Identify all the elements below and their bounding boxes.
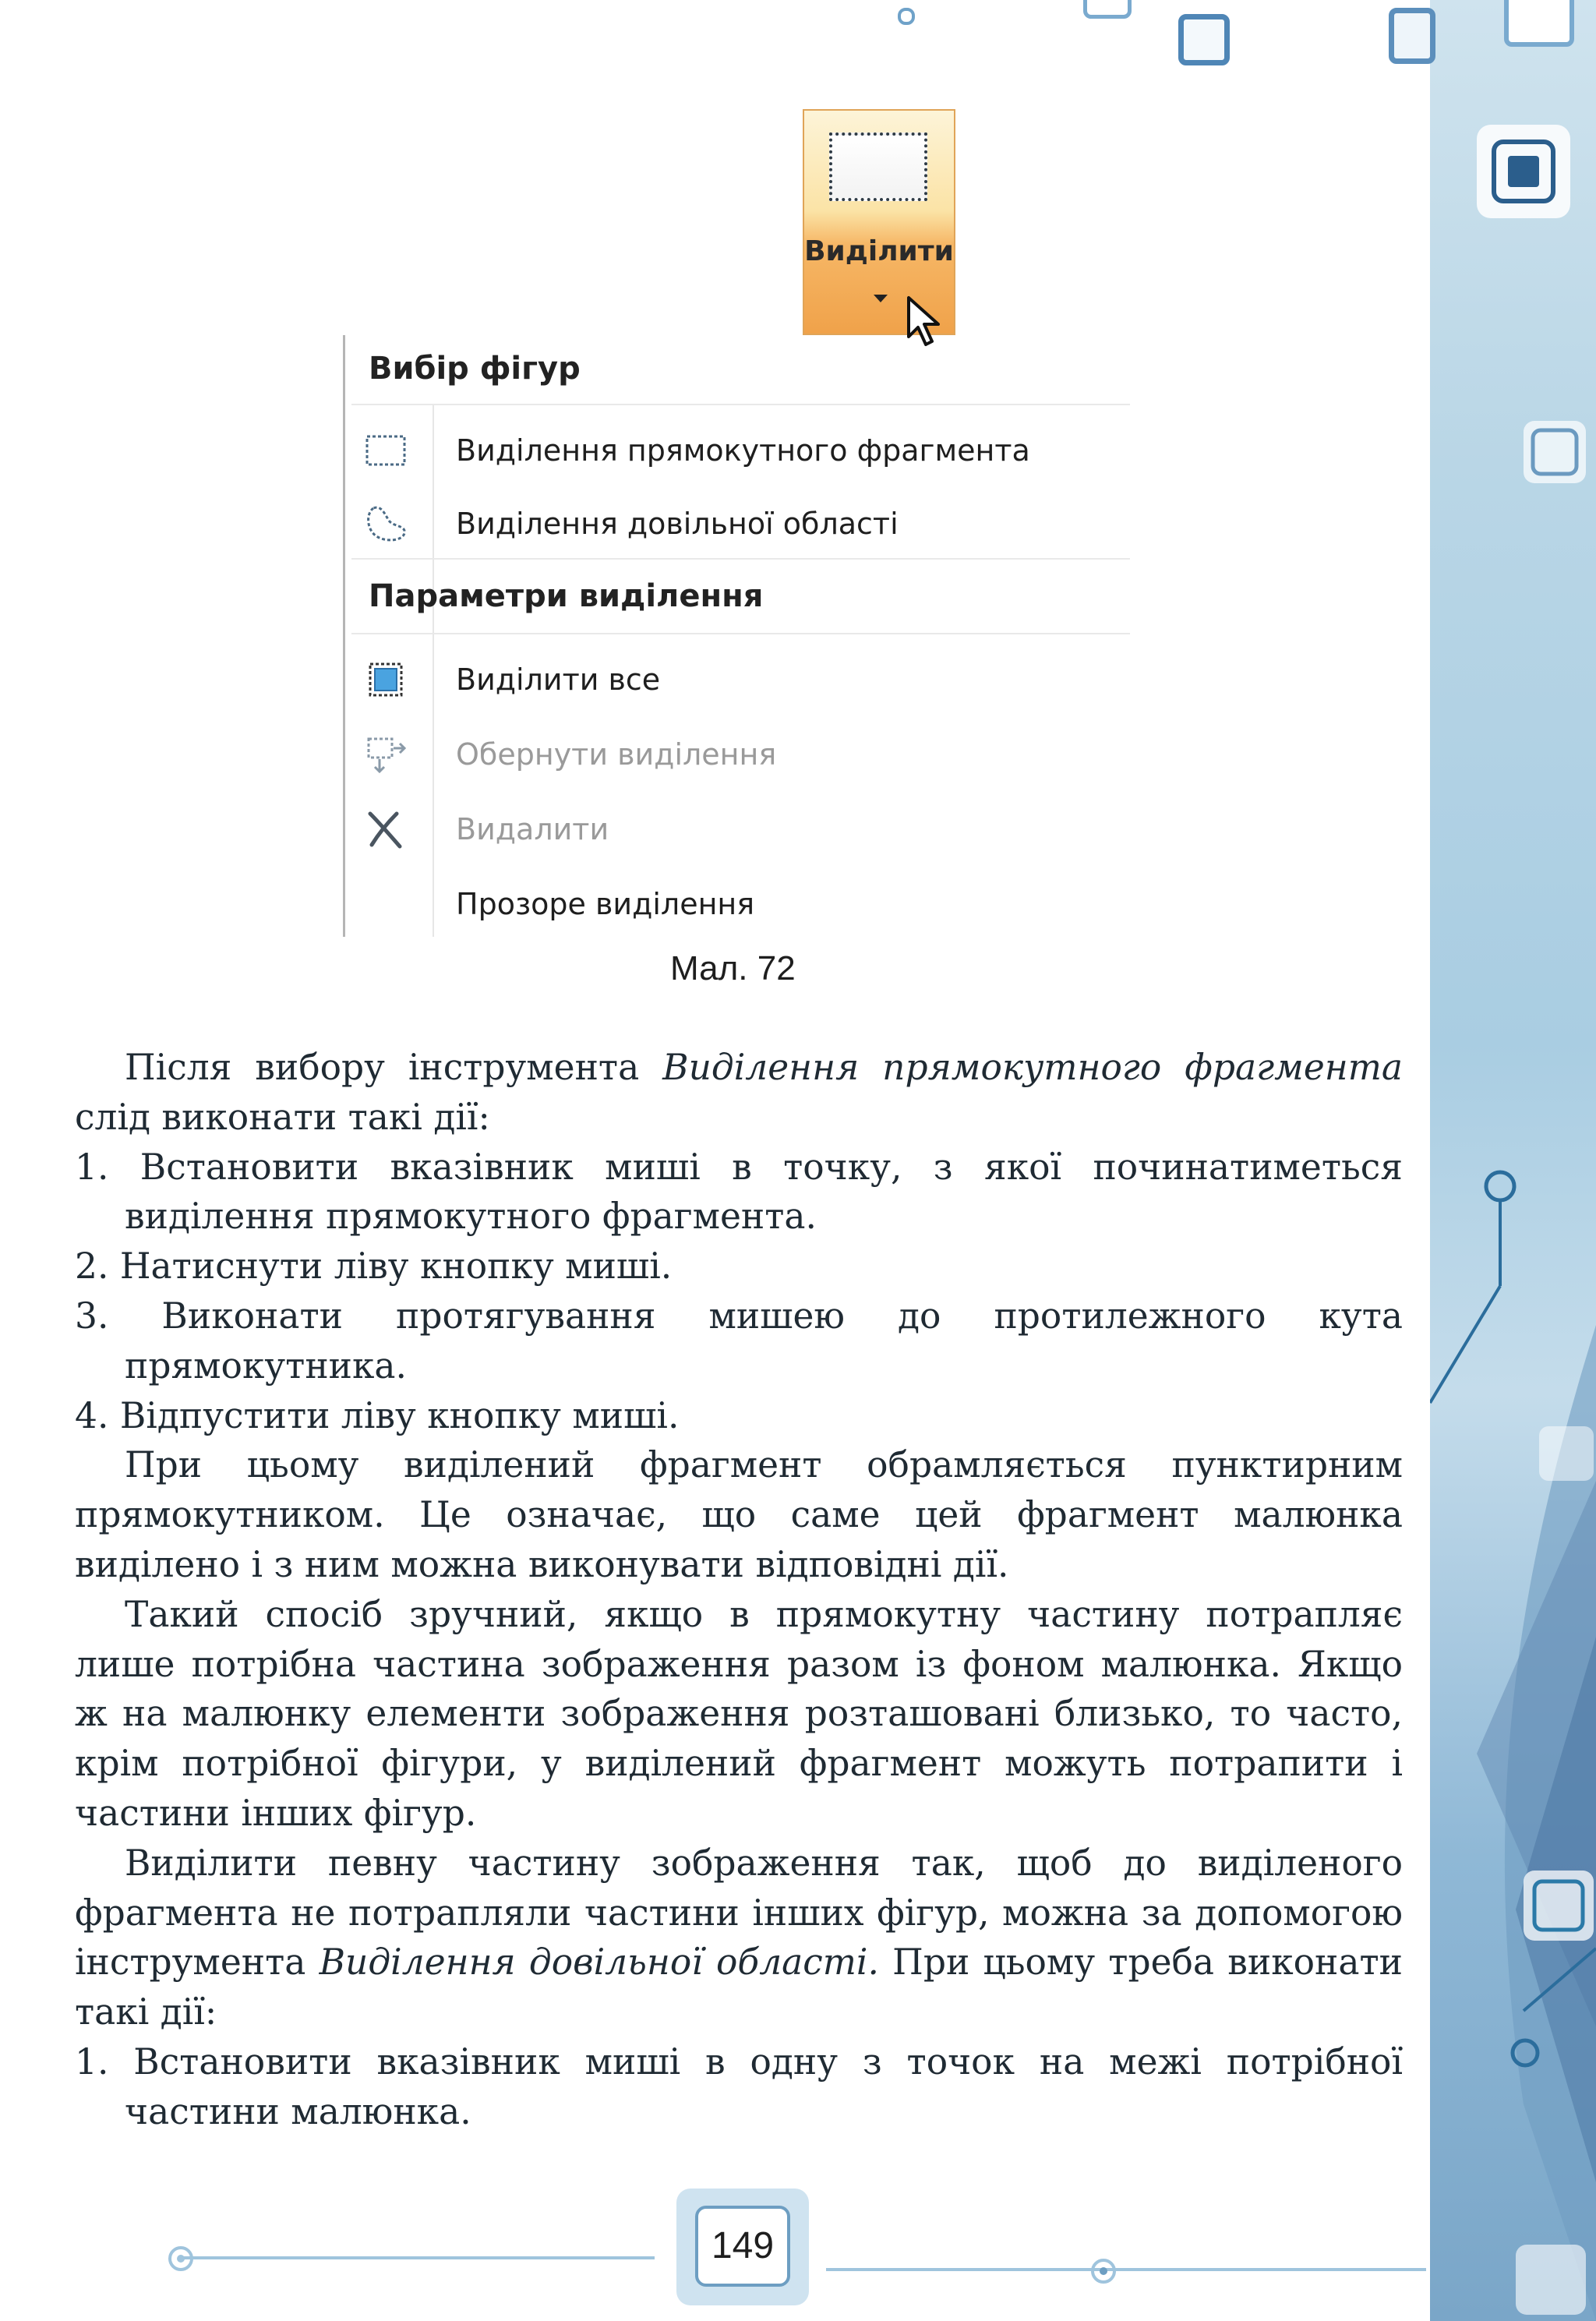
- decorative-side-band: [1430, 0, 1596, 2321]
- step-item: 4. Відпустити ліву кнопку миші.: [75, 1394, 680, 1436]
- band-ornament: [1430, 0, 1596, 2321]
- invert-selection-icon: [362, 734, 409, 775]
- page-number: 149: [695, 2206, 790, 2287]
- decor-square: [1178, 14, 1230, 65]
- menu-item-invert-selection[interactable]: [345, 723, 1130, 786]
- menu-item-label: Виділення довільної області: [456, 507, 899, 541]
- menu-item-free-selection[interactable]: [345, 493, 1130, 555]
- menu-item-label: Прозоре виділення: [456, 887, 755, 921]
- menu-item-transparent-selection[interactable]: [345, 873, 1130, 935]
- rectangle-selection-icon: [362, 430, 409, 471]
- step-item: 1. Встановити вказівник миші в точку, з якої починатиметься виділення прямокутного фрагмента.: [75, 1146, 1403, 1238]
- freeform-selection-icon: [362, 503, 409, 544]
- menu-item-rect-selection[interactable]: [345, 419, 1130, 482]
- paragraph-text: При цьому треба виконати такі дії:: [75, 1941, 1403, 2033]
- decor-square: [1083, 0, 1132, 19]
- decor-square: [1389, 8, 1435, 64]
- footer-dot-icon: [1088, 2256, 1119, 2287]
- menu-divider: [351, 633, 1130, 634]
- tool-name: Виділення довільної області.: [319, 1941, 879, 1984]
- menu-divider: [351, 404, 1130, 405]
- page-number-badge: [676, 2189, 809, 2305]
- delete-icon: [362, 809, 409, 850]
- dropdown-arrow-icon: [874, 295, 888, 302]
- step-item: 2. Натиснути ліву кнопку миші.: [75, 1245, 673, 1288]
- footer-dot-icon: [165, 2243, 196, 2274]
- paragraph: [75, 1043, 1403, 1143]
- paragraph: [75, 1839, 1403, 2037]
- menu-item-label: Видалити: [456, 812, 609, 846]
- menu-section-shapes: Вибір фігур: [369, 351, 581, 387]
- footer-divider: [179, 2256, 655, 2259]
- menu-item-select-all[interactable]: [345, 648, 1130, 711]
- paragraph-text: Виділити певну частину зображення так, щоб до виділеного фрагмента не потрапляли частини інших фігур, можна за допомогою інструмента: [75, 1842, 1403, 1984]
- tool-name: Виділення прямокутного фрагмента: [662, 1047, 1403, 1088]
- footer-divider: [826, 2268, 1426, 2271]
- step-item: 1. Встановити вказівник миші в одну з точок на межі потрібної частини малюнка.: [75, 2040, 1403, 2132]
- menu-divider: [351, 558, 1130, 560]
- menu-item-label: Обернути виділення: [456, 737, 777, 772]
- select-all-icon: [362, 659, 409, 700]
- menu-item-label: Виділити все: [456, 662, 661, 697]
- paragraph: Такий спосіб зручний, якщо в прямокутну частину потрапляє лише потрібна частина зображення разом із фоном малюнка. Якщо ж на малюнку елементи зображення розташовані близько, то часто, крім потрібної фігури, у виділений фрагмент можуть потрапити і частини інших фігур.: [75, 1593, 1403, 1834]
- step-item: 3. Виконати протягування мишею до протилежного кута прямокутника.: [75, 1295, 1403, 1387]
- decor-square: [898, 8, 915, 25]
- rectangle-selection-icon: [829, 132, 927, 201]
- paragraph-text: Після вибору інструмента: [125, 1047, 663, 1088]
- paragraph-text: слід виконати такі дії:: [75, 1096, 490, 1138]
- select-button-label: Виділити: [804, 235, 954, 267]
- figure-caption: Мал. 72: [670, 949, 796, 987]
- body-text: [75, 1043, 1403, 2137]
- menu-item-delete[interactable]: [345, 798, 1130, 860]
- decor-square: [1504, 0, 1574, 47]
- menu-section-params: Параметри виділення: [369, 578, 764, 614]
- menu-item-label: Виділення прямокутного фрагмента: [456, 433, 1030, 468]
- select-dropdown-menu: [343, 335, 1130, 937]
- paragraph: При цьому виділений фрагмент обрамляється пунктирним прямокутником. Це означає, що саме цей фрагмент малюнка виділено і з ним можна виконувати відповідні дії.: [75, 1444, 1403, 1585]
